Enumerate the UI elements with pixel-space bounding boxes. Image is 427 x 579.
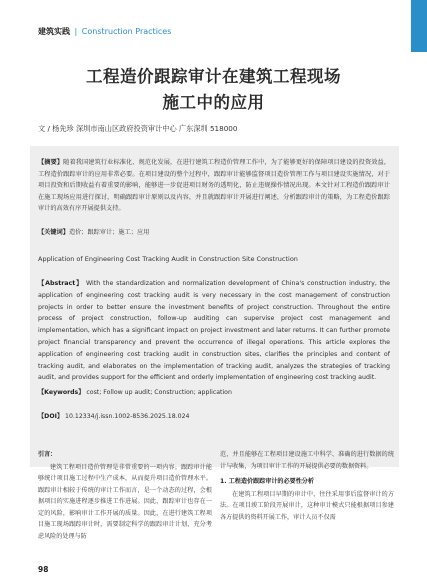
section-label-en: Construction Practices — [81, 27, 172, 36]
abstract-cn — [38, 157, 390, 215]
keywords-cn-label: 【关键词】 — [38, 229, 69, 236]
intro-paragraph-continued: 范，并且能够在工程项目建设施工中科学、准确的进行数据的统计与收集，为项目审计工作的开展提供必要的数据资料。 — [220, 451, 394, 470]
abstract-cn-label: 【摘要】 — [38, 159, 64, 166]
keywords-en-text: cost; Follow up audit; Construction; application — [86, 389, 232, 396]
intro-heading: 引言： — [38, 451, 57, 458]
body-column-left — [38, 449, 212, 542]
article-title-line1: 工程造价跟踪审计在建筑工程现场 — [86, 67, 341, 86]
intro-paragraph: 建筑工程项目造价管理是非常重要的一项内容。跟踪审计能够统计项目施工过程中生产成本，从而提升项目造价管理水平。跟踪审计相较于传统的审计工作而言，是一个动态的过程，会根据项目的实施进程逐步推进工作进展。因此，跟踪审计也存在一定的风险，影响审计工作开展的质量。因此，在进行建筑工程项目施工现场跟踪审计时，需要制定科学的跟踪审计计划，充分考虑风险的处理与防 — [38, 463, 212, 540]
section-separator: | — [74, 27, 78, 36]
section-label: 建筑实践 — [38, 27, 70, 36]
section-1-paragraph: 在建筑工程项目早期的审计中，往往采用事后监督审计的方法。在项目竣工阶段开展审计，这种审计模式只能根据项目参建各方提供的资料开展工作，审计人员不仅需 — [220, 490, 394, 521]
page-number: 98 — [38, 565, 49, 574]
keywords-en-label: 【Keywords】 — [38, 389, 85, 396]
header-accent-bar — [411, 0, 427, 52]
abstract-cn-text: 随着我国建筑行业标准化、规范化发展，在进行建筑工程造价管理工作中，为了能够更好的保障项目建设的投资效益，工程造价跟踪审计的应用非常必要。在项目建设的整个过程中，跟踪审计能够监督项目造价管理工作与项目建设实施情况，对于项目投资和后期收益有着重要的影响，能够进一步促进项目财务的透明化，防止违规操作情况出现。本文针对工程造价跟踪审计在施工现场应用进行探讨，明确跟踪审计原则以及内容，并且就跟踪审计开展进行阐述，分析跟踪审计的策略，为工程造价跟踪审计的高效有序开展提供支持。 — [38, 159, 391, 212]
abstract-en-text: With the standardization and normalization development of China's construction industry, the application of engineering cost tracking audit is very necessary in the cost management of construction projects in order to better ensure the investment benefits of project construction. Throughout the entire process of project construction, follow-up auditing can supervise project cost management and implementation, which has a significant impact on project investment and later returns. It can further promote project financial transparency and prevent the occurrence of illegal operations. This article explores the application of engineering cost tracking audit in construction sites, clarifies the principles and content of tracking audit, and elaborates on the implementation of tracking audit, analyzes the strategies of tracking audit, and provides support for the efficient and orderly implementation of engineering cost tracking audit. — [38, 280, 390, 382]
article-title-en: Application of Engineering Cost Tracking Audit in Construction Site Construction — [38, 255, 298, 263]
doi-line — [38, 411, 390, 423]
author-line: 文 / 杨先珍 深圳市南山区政府投资审计中心 广东深圳 518000 — [38, 124, 238, 133]
keywords-cn — [38, 227, 390, 239]
doi-label: 【DOI】 — [38, 413, 64, 420]
keywords-en — [38, 387, 390, 399]
doi-text: 10.12334/j.issn.1002-8536.2025.18.024 — [65, 413, 190, 420]
section-header — [38, 26, 171, 37]
body-column-right — [220, 449, 394, 523]
keywords-cn-text: 造价；跟踪审计；施工；应用 — [68, 229, 150, 236]
article-title-line2: 施工中的应用 — [162, 93, 265, 112]
section-1-heading: 1. 工程造价跟踪审计的必要性分析 — [220, 478, 314, 485]
abstract-en — [38, 278, 390, 384]
abstract-en-label: 【Abstract】 — [38, 280, 84, 287]
